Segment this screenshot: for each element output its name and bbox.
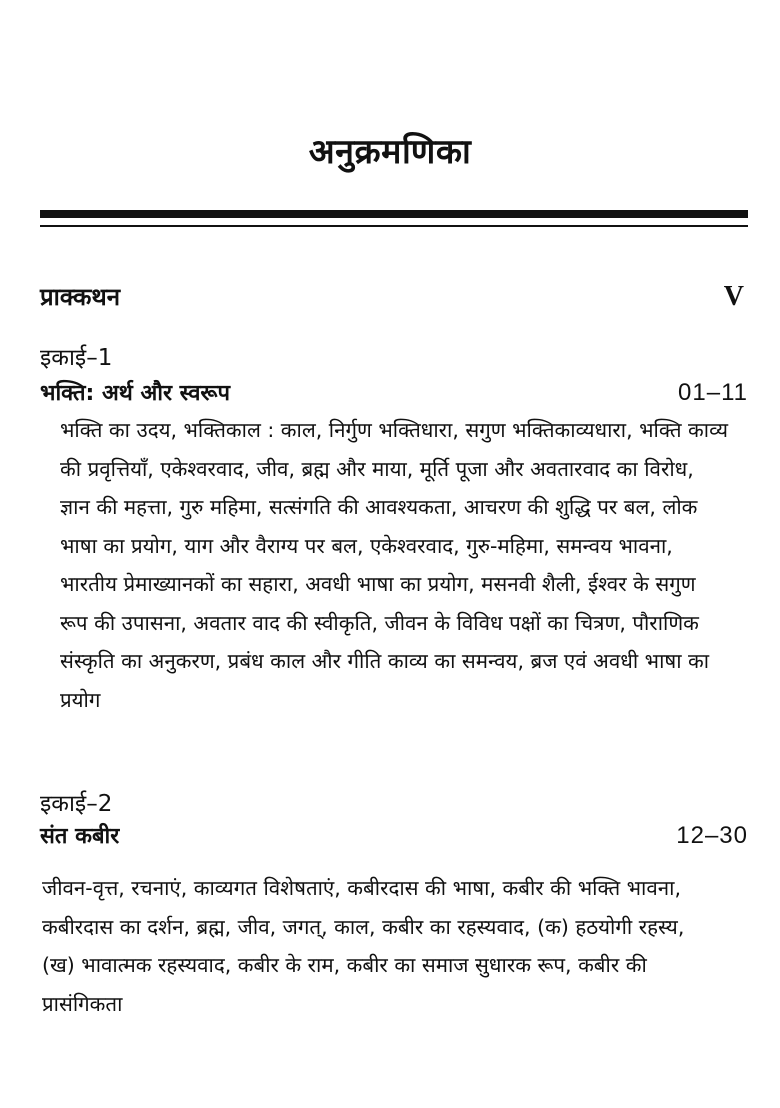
preface-page-number: V [723, 281, 744, 312]
unit-1-label: इकाई–1 [40, 345, 113, 371]
toc-entry-preface[interactable] [40, 280, 748, 313]
page-title: अनुक्रमणिका [308, 131, 472, 172]
unit-2-title: संत कबीर [40, 824, 120, 849]
unit-1-title: भक्ति: अर्थ और स्वरूप [40, 381, 231, 406]
toc-entry-unit-1[interactable] [40, 377, 748, 407]
unit-1-description: भक्ति का उदय, भक्तिकाल : काल, निर्गुण भक्तिधारा, सगुण भक्तिकाव्यधारा, भक्ति काव्य की प्रवृत्तियाँ, एकेश्वरवाद, जीव, ब्रह्म और माया, मूर्ति पूजा और अवतारवाद का विरोध, ज्ञान की महत्ता, गुरु महिमा, सत्संगति की आवश्यकता, आचरण की शुद्धि पर बल, लोक भाषा का प्रयोग, याग और वैराग्य पर बल, एकेश्वरवाद, गुरु-महिमा, समन्वय भावना, भारतीय प्रेमाख्यानकों का सहारा, अवधी भाषा का प्रयोग, मसनवी शैली, ईश्वर के सगुण रूप की उपासना, अवतार वाद की स्वीकृति, जीवन के विविध पक्षों का चित्रण, पौराणिक संस्कृति का अनुकरण, प्रबंध काल और गीति काव्य का समन्वय, ब्रज एवं अवधी भाषा का प्रयोग [60, 418, 728, 712]
header-rule-thin [40, 225, 748, 227]
unit-2-label: इकाई–2 [40, 791, 113, 817]
header-rule-thick [40, 210, 748, 218]
unit-2-page-range: 12–30 [676, 822, 748, 849]
preface-label: प्राक्कथन [40, 283, 121, 311]
toc-entry-unit-2[interactable] [40, 820, 748, 850]
unit-1-page-range: 01–11 [678, 379, 748, 406]
unit-2-description: जीवन-वृत्त, रचनाएं, काव्यगत विशेषताएं, कबीरदास की भाषा, कबीर की भक्ति भावना, कबीरदास का दर्शन, ब्रह्म, जीव, जगत्, काल, कबीर का रहस्यवाद, (क) हठयोगी रहस्य, (ख) भावात्मक रहस्यवाद, कबीर के राम, कबीर का समाज सुधारक रूप, कबीर की प्रासंगिकता [42, 876, 685, 1016]
